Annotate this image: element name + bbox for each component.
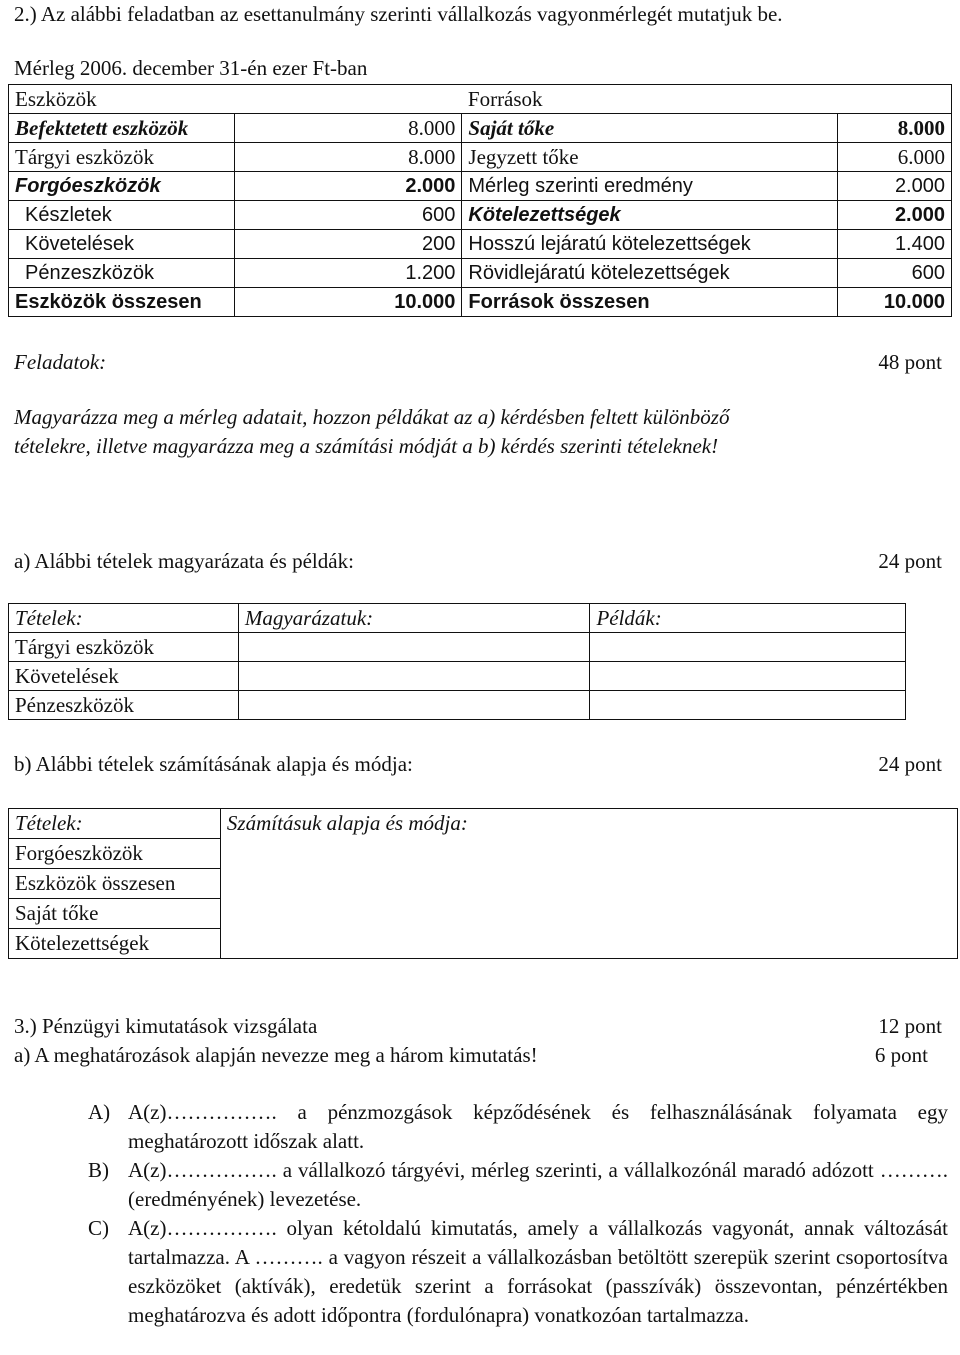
asset-value: 1.200 xyxy=(234,259,461,288)
asset-label: Tárgyi eszközök xyxy=(9,143,235,172)
item-label: Saját tőke xyxy=(9,899,221,929)
liabilities-header: Források xyxy=(462,85,952,114)
balance-sheet-table xyxy=(8,84,952,317)
header-calculation: Számításuk alapja és módja: xyxy=(220,809,957,959)
liability-label: Hosszú lejáratú kötelezettségek xyxy=(462,230,838,259)
asset-total-value: 10.000 xyxy=(234,288,461,317)
liability-label: Saját tőke xyxy=(462,114,838,143)
liability-value: 8.000 xyxy=(838,114,952,143)
liability-value: 2.000 xyxy=(838,201,952,230)
answer-a xyxy=(88,1098,948,1156)
part-b-points: 24 pont xyxy=(878,752,942,776)
liability-value: 600 xyxy=(838,259,952,288)
answer-text: A(z)……………. a vállalkozó tárgyévi, mérleg szerinti, a vállalkozónál maradó adózott ………. (eredményének) levezetése. xyxy=(128,1158,948,1211)
answer-cell[interactable] xyxy=(590,662,906,691)
asset-label: Forgóeszközök xyxy=(9,172,235,201)
answer-cell[interactable] xyxy=(590,691,906,720)
assets-header: Eszközök xyxy=(9,85,462,114)
liability-value: 6.000 xyxy=(838,143,952,172)
table-row xyxy=(9,114,952,143)
asset-value: 8.000 xyxy=(234,114,461,143)
table-row xyxy=(9,691,906,720)
instruction-line-2: tételekre, illetve magyarázza meg a számítási módját a b) kérdés szerinti tételeknek! xyxy=(14,434,719,458)
header-items: Tételek: xyxy=(9,604,239,633)
question-3-points: 12 pont xyxy=(878,1014,942,1038)
item-label: Követelések xyxy=(9,662,239,691)
answer-label: A) xyxy=(88,1100,111,1124)
answer-c xyxy=(88,1214,948,1330)
header-explanation: Magyarázatuk: xyxy=(238,604,590,633)
balance-title: Mérleg 2006. december 31-én ezer Ft-ban xyxy=(14,56,368,80)
item-label: Kötelezettségek xyxy=(9,929,221,959)
answer-cell[interactable] xyxy=(590,633,906,662)
table-row xyxy=(9,143,952,172)
table-row xyxy=(9,172,952,201)
table-row xyxy=(9,633,906,662)
tasks-label: Feladatok: xyxy=(14,350,107,374)
answer-cell[interactable] xyxy=(238,662,590,691)
asset-value: 8.000 xyxy=(234,143,461,172)
answer-label: B) xyxy=(88,1158,109,1182)
part-b-title: b) Alábbi tételek számításának alapja és módja: xyxy=(14,752,413,776)
answer-cell[interactable] xyxy=(238,691,590,720)
asset-label: Befektetett eszközök xyxy=(9,114,235,143)
answer-label: C) xyxy=(88,1216,109,1240)
asset-value: 200 xyxy=(234,230,461,259)
liability-total-label: Források összesen xyxy=(462,288,838,317)
question-3-heading: 3.) Pénzügyi kimutatások vizsgálata xyxy=(14,1014,318,1038)
asset-label: Készletek xyxy=(9,201,235,230)
liability-value: 1.400 xyxy=(838,230,952,259)
asset-total-label: Eszközök összesen xyxy=(9,288,235,317)
liability-label: Kötelezettségek xyxy=(462,201,838,230)
table-row xyxy=(9,662,906,691)
instruction-line-1: Magyarázza meg a mérleg adatait, hozzon példákat az a) kérdésben feltett különböző xyxy=(14,405,730,429)
asset-value: 600 xyxy=(234,201,461,230)
table-row xyxy=(9,85,952,114)
table-row xyxy=(9,230,952,259)
tasks-points: 48 pont xyxy=(878,350,942,374)
answer-text: A(z)……………. olyan kétoldalú kimutatás, amely a vállalkozás vagyonát, annak változását tartalmazza. A ………. a vagyon részeit a vállalkozásban betöltött szerepük szerint csoportosítva eszközöket (aktívák), eredetük szerint a forrásokat (passzívák) összevontan, pénzértékben meghatározva és adott időpontra (fordulónapra) vonatkozóan tartalmazza. xyxy=(128,1216,948,1327)
table-row xyxy=(9,288,952,317)
part-a-points: 24 pont xyxy=(878,549,942,573)
item-label: Eszközök összesen xyxy=(9,869,221,899)
asset-label: Követelések xyxy=(9,230,235,259)
liability-total-value: 10.000 xyxy=(838,288,952,317)
part-a-title: a) Alábbi tételek magyarázata és példák: xyxy=(14,549,354,573)
answer-b xyxy=(88,1156,948,1214)
table-row xyxy=(9,259,952,288)
table-row xyxy=(9,604,906,633)
question-3a-points: 6 pont xyxy=(874,1043,928,1067)
answer-cell[interactable] xyxy=(238,633,590,662)
item-label: Pénzeszközök xyxy=(9,691,239,720)
header-items: Tételek: xyxy=(9,809,221,839)
part-b-table xyxy=(8,808,958,959)
item-label: Tárgyi eszközök xyxy=(9,633,239,662)
liability-label: Mérleg szerinti eredmény xyxy=(462,172,838,201)
liability-label: Jegyzett tőke xyxy=(462,143,838,172)
liability-value: 2.000 xyxy=(838,172,952,201)
table-row xyxy=(9,201,952,230)
part-a-table xyxy=(8,603,906,720)
answer-text: A(z)……………. a pénzmozgások képződésének és felhasználásának folyamata egy meghatározott időszak alatt. xyxy=(128,1100,948,1153)
asset-label: Pénzeszközök xyxy=(9,259,235,288)
question-2-heading: 2.) Az alábbi feladatban az esettanulmány szerinti vállalkozás vagyonmérlegét mutatjuk be. xyxy=(14,2,783,26)
table-row xyxy=(9,809,958,839)
header-examples: Példák: xyxy=(590,604,906,633)
liability-label: Rövidlejáratú kötelezettségek xyxy=(462,259,838,288)
question-3a: a) A meghatározások alapján nevezze meg a három kimutatás! xyxy=(14,1043,538,1067)
asset-value: 2.000 xyxy=(234,172,461,201)
item-label: Forgóeszközök xyxy=(9,839,221,869)
